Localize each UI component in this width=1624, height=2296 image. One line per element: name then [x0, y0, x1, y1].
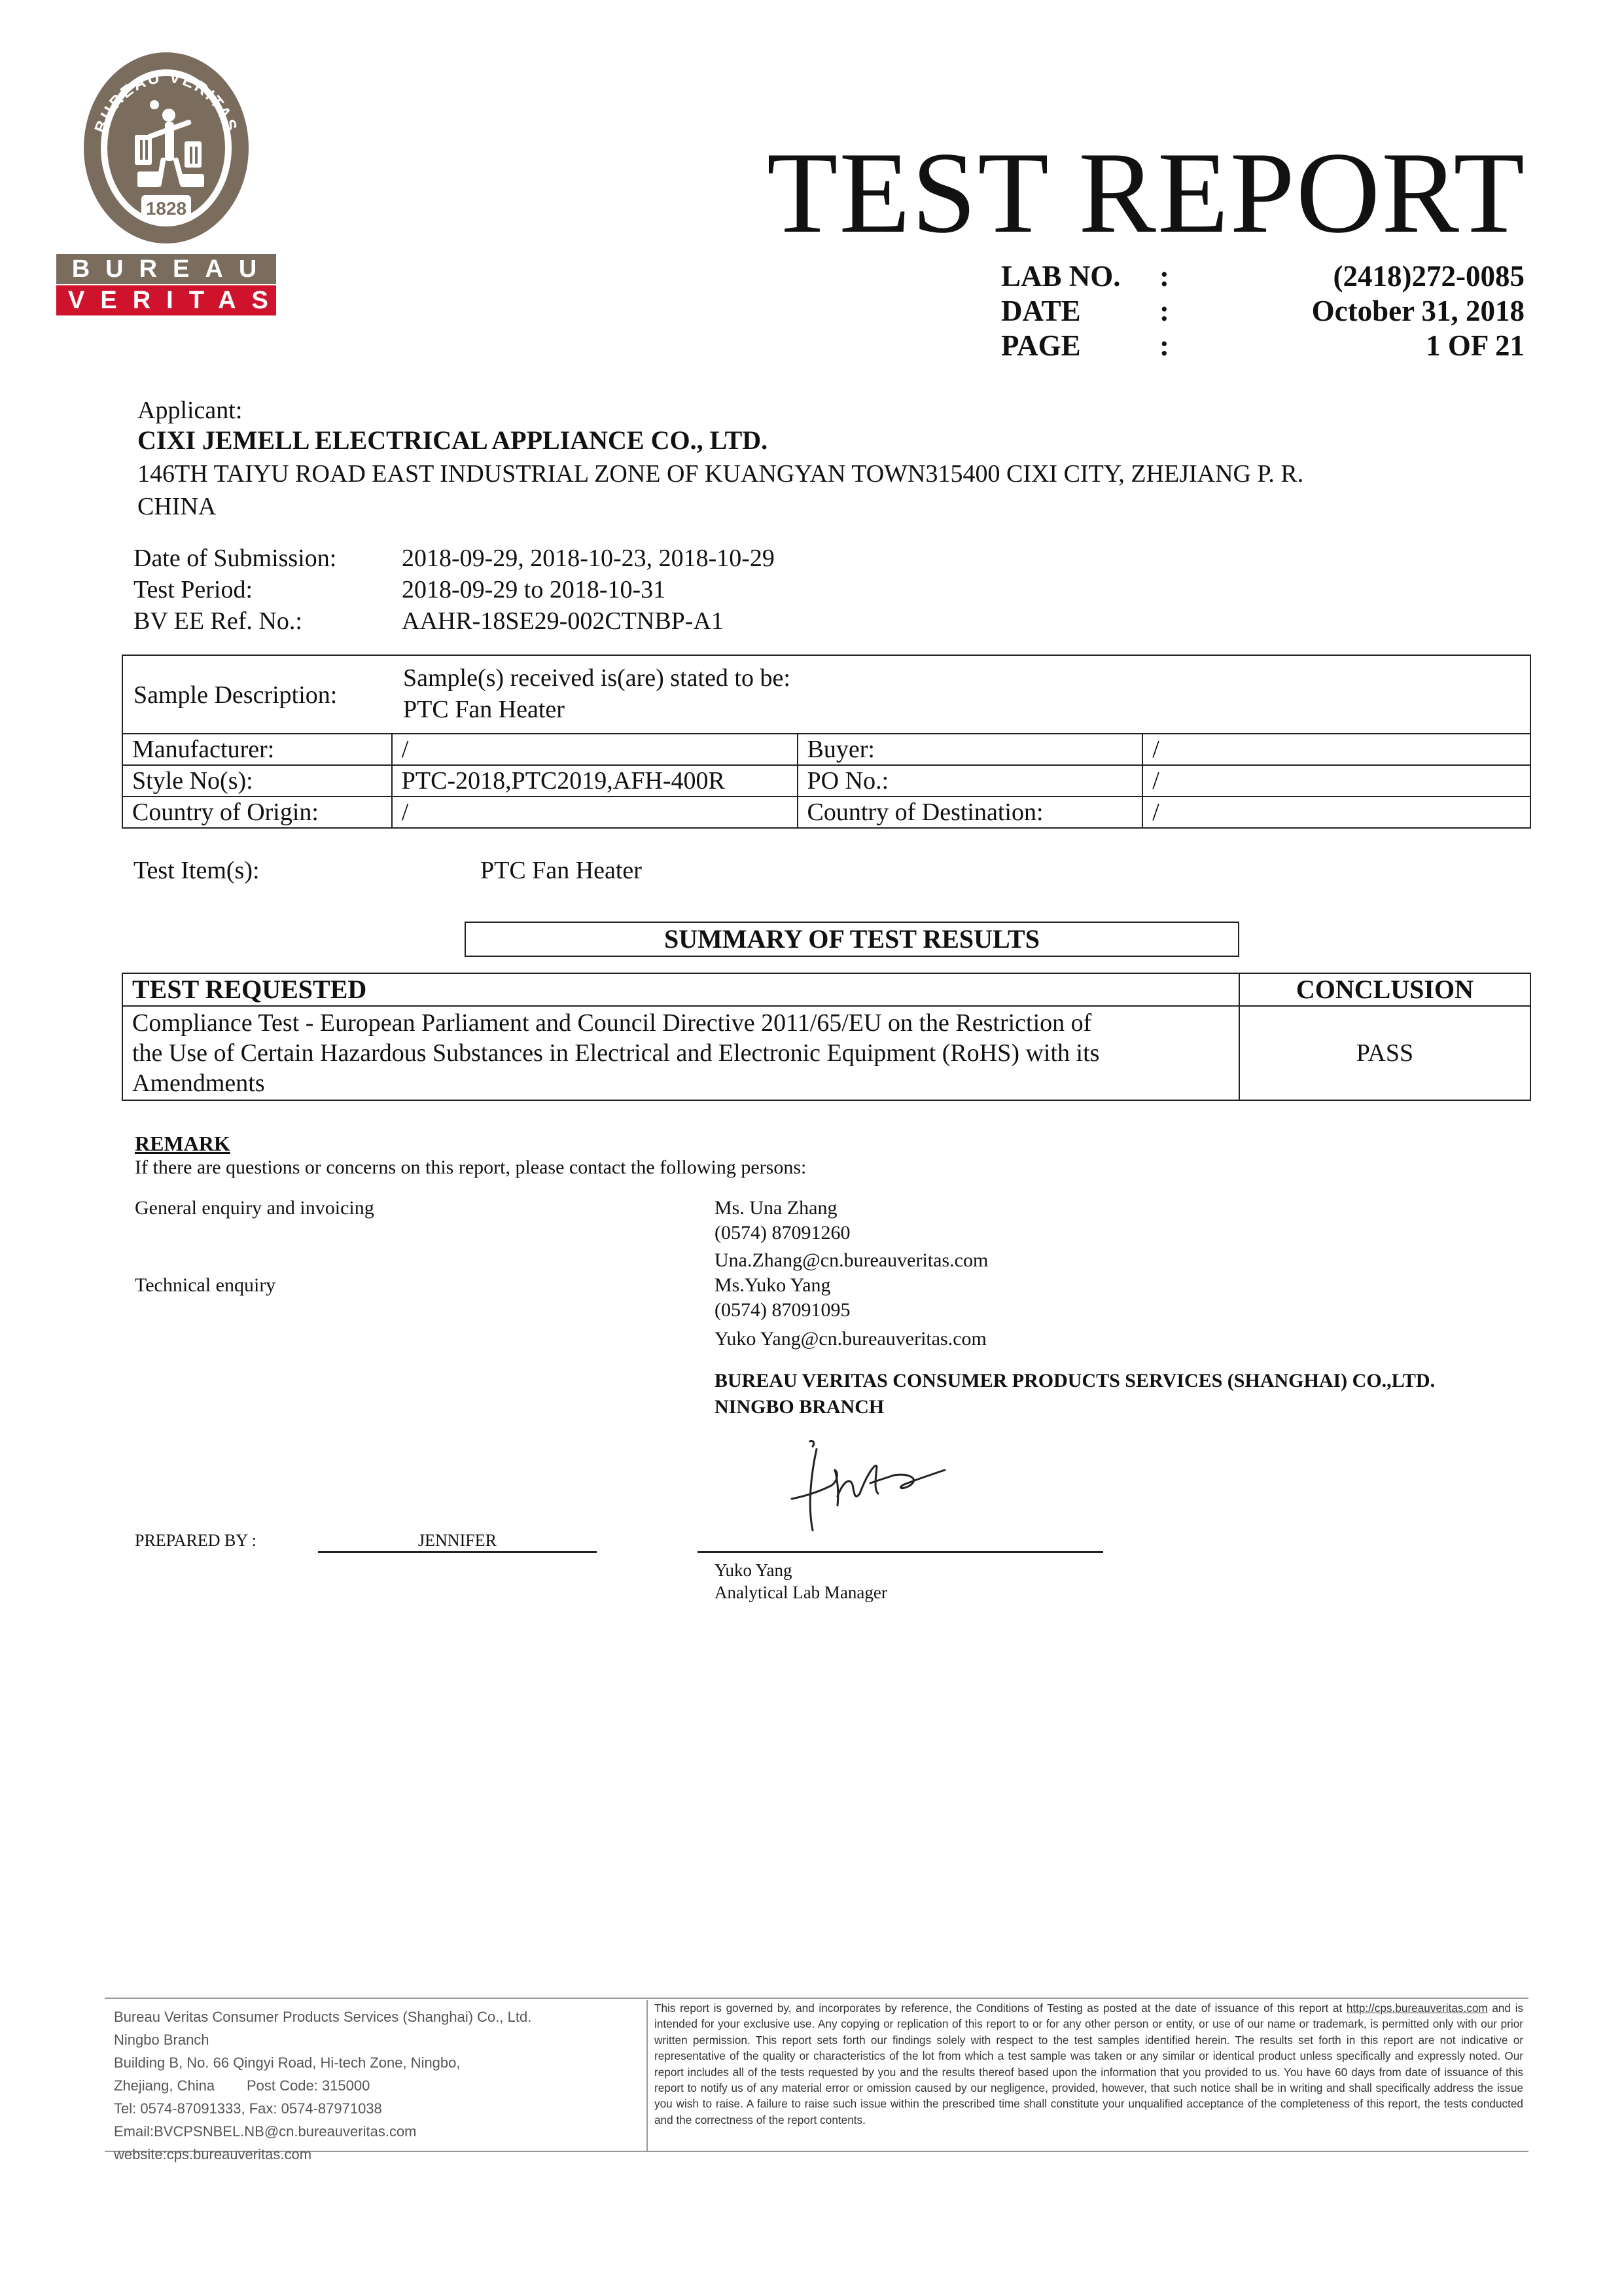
footer-address-line: Tel: 0574-87091333, Fax: 0574-87971038: [114, 2100, 382, 2117]
submission-date-value: 2018-09-29, 2018-10-23, 2018-10-29: [402, 545, 775, 572]
date-colon: :: [1159, 295, 1169, 327]
lab-no-label: LAB NO.: [1001, 260, 1121, 293]
table-row: [122, 734, 1530, 765]
svg-text:BUREAU VERITAS: BUREAU VERITAS: [91, 67, 241, 135]
applicant-address-line1: 146TH TAIYU ROAD EAST INDUSTRIAL ZONE OF KUANGYAN TOWN315400 CIXI CITY, ZHEJIANG P. R.: [137, 460, 1304, 488]
origin-label: Country of Origin:: [122, 797, 392, 828]
technical-contact-email: Yuko Yang@cn.bureauveritas.com: [715, 1328, 987, 1350]
conclusion-header: CONCLUSION: [1239, 973, 1530, 1006]
buyer-value: /: [1142, 734, 1530, 765]
technical-enquiry-label: Technical enquiry: [135, 1274, 276, 1296]
destination-label: Country of Destination:: [798, 797, 1143, 828]
technical-contact-name: Ms.Yuko Yang: [715, 1274, 831, 1296]
lab-no-value: (2418)272-0085: [1333, 260, 1525, 293]
conclusion-value: PASS: [1239, 1006, 1530, 1100]
style-value: PTC-2018,PTC2019,AFH-400R: [392, 765, 798, 797]
manufacturer-label: Manufacturer:: [122, 734, 392, 765]
summary-title: SUMMARY OF TEST RESULTS: [664, 924, 1040, 954]
origin-value: /: [392, 797, 798, 828]
terms-text-start: This report is governed by, and incorporates by reference, the Conditions of Testing as posted at the date of issuance of this report at: [654, 2001, 1347, 2015]
table-row: [122, 1006, 1530, 1100]
logo-band-veritas: VERITAS: [56, 285, 276, 315]
test-items-label: Test Item(s):: [133, 857, 260, 884]
signature-image: [779, 1433, 962, 1538]
applicant-name: CIXI JEMELL ELECTRICAL APPLIANCE CO., LTD.: [137, 425, 768, 455]
lab-no-colon: :: [1159, 260, 1169, 293]
sample-details-table: [122, 733, 1531, 829]
bv-ref-value: AAHR-18SE29-002CTNBP-A1: [402, 607, 724, 635]
technical-contact-phone: (0574) 87091095: [715, 1299, 851, 1321]
summary-title-box: [465, 922, 1239, 957]
sample-description-line2: PTC Fan Heater: [403, 696, 565, 723]
company-name-line1: BUREAU VERITAS CONSUMER PRODUCTS SERVICES (SHANGHAI) CO.,LTD.: [715, 1370, 1436, 1391]
test-requested-cell: [122, 1006, 1239, 1100]
manufacturer-value: /: [392, 734, 798, 765]
test-items-value: PTC Fan Heater: [480, 857, 642, 884]
page-value: 1 OF 21: [1426, 329, 1525, 362]
prepared-by-underline: [318, 1551, 597, 1553]
table-row: [122, 797, 1530, 828]
buyer-label: Buyer:: [798, 734, 1143, 765]
general-enquiry-label: General enquiry and invoicing: [135, 1197, 374, 1219]
company-name-line2: NINGBO BRANCH: [715, 1396, 885, 1418]
test-period-value: 2018-09-29 to 2018-10-31: [402, 576, 666, 603]
signature-line: [697, 1551, 1103, 1553]
general-contact-phone: (0574) 87091260: [715, 1222, 851, 1244]
sample-description-label: Sample Description:: [133, 681, 338, 709]
report-title: TEST REPORT: [766, 128, 1526, 257]
footer-address-line: Bureau Veritas Consumer Products Services (Shanghai) Co., Ltd.: [114, 2009, 532, 2025]
signer-title: Analytical Lab Manager: [715, 1583, 887, 1602]
po-value: /: [1142, 765, 1530, 797]
test-requested-header: TEST REQUESTED: [122, 973, 1239, 1006]
general-contact-email: Una.Zhang@cn.bureauveritas.com: [715, 1249, 989, 1271]
sample-description-box: [122, 655, 1531, 734]
remark-title: REMARK: [135, 1132, 230, 1155]
logo-band-bureau: BUREAU: [56, 254, 276, 284]
table-row: [122, 973, 1530, 1006]
footer-address-line: Zhejiang, China Post Code: 315000: [114, 2077, 370, 2094]
bureau-veritas-logo: [56, 50, 284, 325]
summary-table: [122, 973, 1531, 1101]
applicant-address-line2: CHINA: [137, 493, 217, 520]
footer-terms: [646, 2000, 1523, 2151]
footer-address-line: Building B, No. 66 Qingyi Road, Hi-tech Zone, Ningbo,: [114, 2054, 461, 2071]
prepared-by-label: PREPARED BY :: [135, 1531, 256, 1550]
remark-intro: If there are questions or concerns on this report, please contact the following persons:: [135, 1157, 807, 1178]
sample-description-line1: Sample(s) received is(are) stated to be:: [403, 664, 790, 692]
destination-value: /: [1142, 797, 1530, 828]
applicant-label: Applicant:: [137, 397, 243, 424]
bv-ref-label: BV EE Ref. No.:: [133, 607, 302, 635]
test-requested-line3: Amendments: [132, 1069, 265, 1097]
logo-seal-icon: [81, 50, 251, 246]
test-period-label: Test Period:: [133, 576, 253, 603]
footer: [105, 1998, 1528, 2162]
test-requested-line2: the Use of Certain Hazardous Substances in Electrical and Electronic Equipment (RoHS) with its: [132, 1039, 1100, 1067]
submission-date-label: Date of Submission:: [133, 545, 337, 572]
footer-address-line: Ningbo Branch: [114, 2032, 209, 2048]
footer-email[interactable]: Email:BVCPSNBEL.NB@cn.bureauveritas.com: [114, 2123, 417, 2140]
logo-year: 1828: [145, 198, 187, 219]
general-contact-name: Ms. Una Zhang: [715, 1197, 838, 1219]
style-label: Style No(s):: [122, 765, 392, 797]
test-requested-line1: Compliance Test - European Parliament and Council Directive 2011/65/EU on the Restriction of: [132, 1009, 1092, 1037]
date-value: October 31, 2018: [1311, 295, 1525, 327]
table-row: [122, 765, 1530, 797]
footer-address: [114, 2005, 637, 2166]
footer-website[interactable]: website:cps.bureauveritas.com: [114, 2146, 312, 2162]
page-label: PAGE: [1001, 329, 1081, 362]
terms-text-end: and is intended for your exclusive use. Any copying or replication of this report to or for any other person or entity, or use of our name or trademark, is permitted only with our prior written permission. This report sets forth our findings solely with respect to the test samples identified herein. The results set forth in this report are not indicative or representative of the quality or characteristics of the lot from which a test sample was taken or any similar or identical product unless specifically and expressly noted. Our report includes all of the tests requested by you and the results thereof based upon the information that you provided to us. You have 60 days from date of issuance of this report to notify us of any material error or omission caused by our negligence, provided, however, that such notice shall be in writing and shall specifically address the issue you wish to raise. A failure to raise such issue within the prescribed time shall constitute your unqualified acceptance of the completeness of this report, the tests conducted and the correctness of the report contents.: [654, 2001, 1524, 2126]
page-colon: :: [1159, 329, 1169, 362]
po-label: PO No.:: [798, 765, 1143, 797]
prepared-by-name: JENNIFER: [418, 1531, 497, 1550]
terms-link[interactable]: http://cps.bureauveritas.com: [1346, 2001, 1488, 2015]
signer-name: Yuko Yang: [715, 1560, 792, 1580]
date-label: DATE: [1001, 295, 1081, 327]
